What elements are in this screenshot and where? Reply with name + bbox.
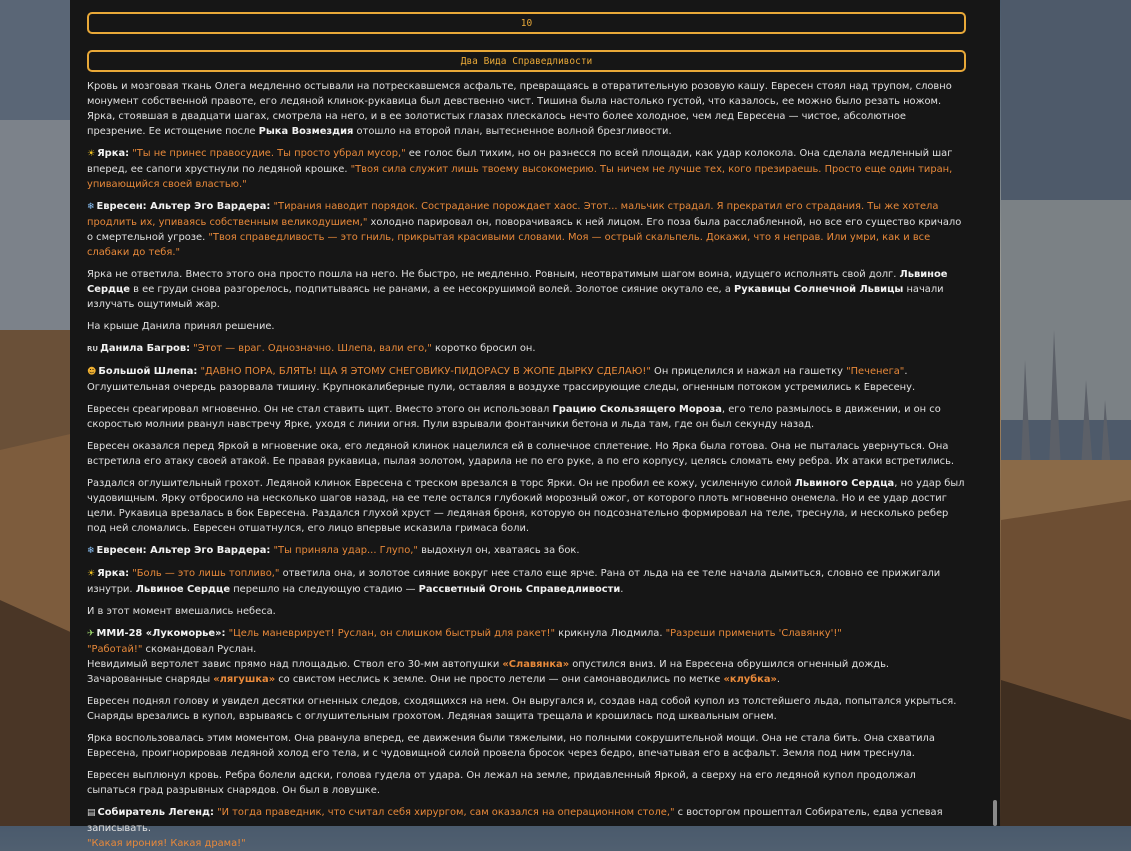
speaker-name: Данила Багров: (100, 343, 191, 354)
quote: "Какая ирония! Какая драма!" (87, 838, 246, 849)
paragraph (87, 694, 967, 724)
paragraph (87, 319, 967, 334)
dialogue-paragraph (87, 626, 967, 687)
speaker-name: Большой Шлепа: (98, 366, 198, 377)
dialogue-paragraph (87, 146, 967, 192)
paragraph (87, 402, 967, 432)
quote: "Боль — это лишь топливо," (132, 568, 280, 579)
narration: , но удар был чудовищным. Ярку отбросило на несколько шагов назад, на ее теле остался глубокий морозный ожог, от которого плоть мгновенно онемела. Но и ее удар достиг цели. Рукавица врезалась в бок Евресена. Раздался глухой хруст — ледяная броня, которую он подсознательно формировал на теле, треснула, и несколько ребер под ней сломались. Евресен отшатнулся, его лицо впервые исказила гримаса боли. (87, 478, 965, 534)
narration: коротко бросил он. (431, 343, 536, 354)
book-icon: ▤ (87, 808, 96, 818)
paragraph (87, 267, 967, 312)
skill-name: Рассветный Огонь Справедливости (418, 584, 621, 595)
story-panel (70, 0, 1000, 849)
quote: "Ты не принес правосудие. Ты просто убрал мусор," (132, 148, 406, 159)
narration: Ярка воспользовалась этим моментом. Она рванула вперед, ее движения были тяжелыми, но полными сокрушительной мощи. Она не стала бить. Она схватила Евресена, проигнорировав ледяной холод его тела, и с чудовищной силой провела бросок через бедро, впечатывая его в асфальт. Земля под ним треснула. (87, 733, 935, 759)
speaker-name: ММИ-28 «Лукоморье»: (96, 628, 226, 639)
quote: "ДАВНО ПОРА, БЛЯТЬ! ЩА Я ЭТОМУ СНЕГОВИКУ-ПИДОРАСУ В ЖОПЕ ДЫРКУ СДЕЛАЮ!" (200, 366, 651, 377)
narration: И в этот момент вмешались небеса. (87, 606, 276, 617)
paragraph (87, 768, 967, 798)
narration: ее голос был тихим, но он разнесся по всей площади, как удар колокола. Она сделала медленный шаг вперед, ее сапоги хрустнули по ледяной крошке. (87, 148, 953, 175)
speaker-name: Ярка: (97, 148, 130, 159)
narration: начали излучать ощутимый жар. (87, 284, 944, 310)
ice-cube-icon: ❄ (87, 546, 95, 556)
narration: . (620, 584, 624, 595)
narration: в ее груди снова разгорелось, подпитываясь не ранами, а ее несокрушимой волей. Золотое сияние окутало ее, а (130, 284, 735, 295)
narration: На крыше Данила принял решение. (87, 321, 275, 332)
quote: "И тогда праведник, что считал себя хирургом, сам оказался на операционном столе," (217, 807, 675, 818)
narration: Евресен поднял голову и увидел десятки огненных следов, сходящихся на нем. Он выругался и, создав над собой купол из толстейшего льда, попытался укрыться. Снаряды врезались в купол, взрываясь с оглушительным грохотом. Ледяная защита трещала и крошилась под шквальным огнем. (87, 696, 957, 722)
narration: . (776, 674, 781, 685)
paragraph (87, 476, 967, 536)
quote: "Цель маневрирует! Руслан, он слишком быстрый для ракет!" (228, 628, 555, 639)
speaker-name: Евресен: Альтер Эго Вардера: (96, 545, 271, 556)
dialogue-paragraph (87, 199, 967, 260)
weapon-name: «лягушка» (213, 674, 276, 685)
narration: Евресен выплюнул кровь. Ребра болели адски, голова гудела от удара. Он лежал на земле, придавленный Яркой, а сверху на его ледяной купол продолжал сыпаться град разрывных снарядов. Он был в ловушке. (87, 770, 916, 796)
narration: ответила она, и золотое сияние вокруг нее стало еще ярче. Рана от льда на ее теле начала дымиться, словно ее прижигали изнутри. (87, 568, 941, 595)
dialogue-paragraph (87, 543, 967, 559)
narration: выдохнул он, хватаясь за бок. (417, 545, 580, 556)
narration: Он прицелился и нажал на гашетку (650, 366, 847, 377)
story-text (87, 79, 967, 851)
dialogue-paragraph (87, 566, 967, 597)
narration: Раздался оглушительный грохот. Ледяной клинок Евресена с треском врезался в торс Ярки. Он не пробил ее кожу, усиленную силой (87, 478, 795, 489)
chapter-title: Два Вида Справедливости (87, 50, 966, 72)
quote: "Твоя справедливость — это гниль, прикрытая красивыми словами. Моя — острый скальпель. Докажи, что я неправ. Или умри, как и все слабаки до тебя." (87, 232, 931, 258)
dialogue-paragraph (87, 364, 967, 395)
quote: "Печенега" (846, 366, 905, 377)
paragraph (87, 439, 967, 469)
sun-icon: ☀ (87, 149, 96, 159)
skill-name: Львиное Сердце (135, 584, 231, 595)
quote: "Тирания наводит порядок. Сострадание порождает хаос. Этот... мальчик страдал. Я прекратил его страдания. Ты же хотела продлить их, упиваясь собственным великодушием," (87, 201, 939, 228)
skill-name: Рыка Возмездия (258, 126, 354, 137)
narration: опустился вниз. И на Евресена обрушился огненный дождь. Зачарованные снаряды (87, 659, 890, 685)
skill-name: Львиного Сердца (794, 478, 895, 489)
dialogue-paragraph (87, 805, 967, 851)
sun-icon: ☀ (87, 569, 96, 579)
item-name: Рукавицы Солнечной Львицы (734, 284, 904, 295)
narration: крикнула Людмила. (555, 628, 666, 639)
narration: перешло на следующую стадию — (230, 584, 419, 595)
quote: "Работай!" (87, 644, 143, 655)
helicopter-icon: ✈ (87, 629, 95, 639)
narration: Евресен оказался перед Яркой в мгновение ока, его ледяной клинок нацелился ей в солнечное сплетение. Но Ярка была готова. Она не пыталась увернуться. Она встретила его атаку своей атакой. Ее правая рукавица, пылая золотом, ударила не по его руке, а по его корпусу, целясь сломать ему ребра. Их атаки встретились. (87, 441, 955, 467)
skill-name: Львиное Сердце (87, 269, 948, 295)
weapon-name: «Славянка» (502, 659, 570, 670)
narration: , его тело размылось в движении, и он со скоростью молнии рванул навстречу Ярке, уходя с линии огня. Пули взрывали фонтанчики бетона и льда там, где он был секунду назад. (87, 404, 941, 430)
narration: с восторгом прошептал Собиратель, едва успевая записывать. (87, 807, 943, 834)
paragraph (87, 604, 967, 619)
narration: Кровь и мозговая ткань Олега медленно остывали на потрескавшемся асфальте, превращаясь в отвратительную розовую кашу. Евресен стоял над трупом, словно монумент собственной правоте, его ледяной клинок-рукавица был девственно чист. Тишина была настолько густой, что казалось, ее можно было резать ножом. Ярка, стоявшая в двадцати шагах, смотрела на него, и в ее золотистых глазах плескалось нечто более холодное, чем лед Евресена — чистое, абсолютное презрение. Ее истощение после (87, 81, 952, 137)
skill-name: Грацию Скользящего Мороза (552, 404, 722, 415)
narration: холодно парировал он, поворачиваясь к ней лицом. Его поза была расслабленной, но все его существо кричало о смертельной угрозе. (87, 217, 962, 243)
speaker-name: Собиратель Легенд: (97, 807, 214, 818)
narration: со свистом неслись к земле. Они не просто летели — они самонаводились по метке (275, 674, 724, 685)
speaker-name: Евресен: Альтер Эго Вардера: (96, 201, 271, 212)
narration: отошло на второй план, вытесненное волной брезгливости. (353, 126, 672, 137)
speaker-name: Ярка: (97, 568, 130, 579)
narration: Евресен среагировал мгновенно. Он не стал ставить щит. Вместо этого он использовал (87, 404, 553, 415)
paragraph (87, 731, 967, 761)
ru-flag-icon: RU (87, 345, 99, 353)
big-floppa-icon: ☻ (87, 367, 97, 377)
dialogue-paragraph (87, 341, 967, 357)
narration: . Оглушительная очередь разорвала тишину. Крупнокалиберные пули, оставляя в воздухе трассирующие следы, огненным потоком устремились к Евресену. (87, 366, 916, 393)
quote: "Твоя сила служит лишь твоему высокомерию. Ты ничем не лучше тех, кого презираешь. Просто еще один тиран, упивающийся своей властью." (87, 164, 953, 190)
chapter-number: 10 (87, 12, 966, 34)
quote: "Ты приняла удар... Глупо," (273, 545, 418, 556)
narration: Ярка не ответила. Вместо этого она просто пошла на него. Не быстро, не медленно. Ровным, неотвратимым шагом воина, идущего исполнять свой долг. (87, 269, 900, 280)
narration: Невидимый вертолет завис прямо над площадью. Ствол его 30-мм автопушки (87, 659, 503, 670)
scrollbar-thumb[interactable] (993, 800, 997, 826)
paragraph (87, 79, 967, 139)
ice-cube-icon: ❄ (87, 202, 95, 212)
background-scenery-right (1001, 0, 1131, 826)
quote: "Разреши применить 'Славянку'!" (665, 628, 842, 639)
quote: "Этот — враг. Однозначно. Шлепа, вали его," (193, 343, 432, 354)
narration: скомандовал Руслан. (142, 644, 257, 655)
weapon-name: «клубка» (723, 674, 777, 685)
